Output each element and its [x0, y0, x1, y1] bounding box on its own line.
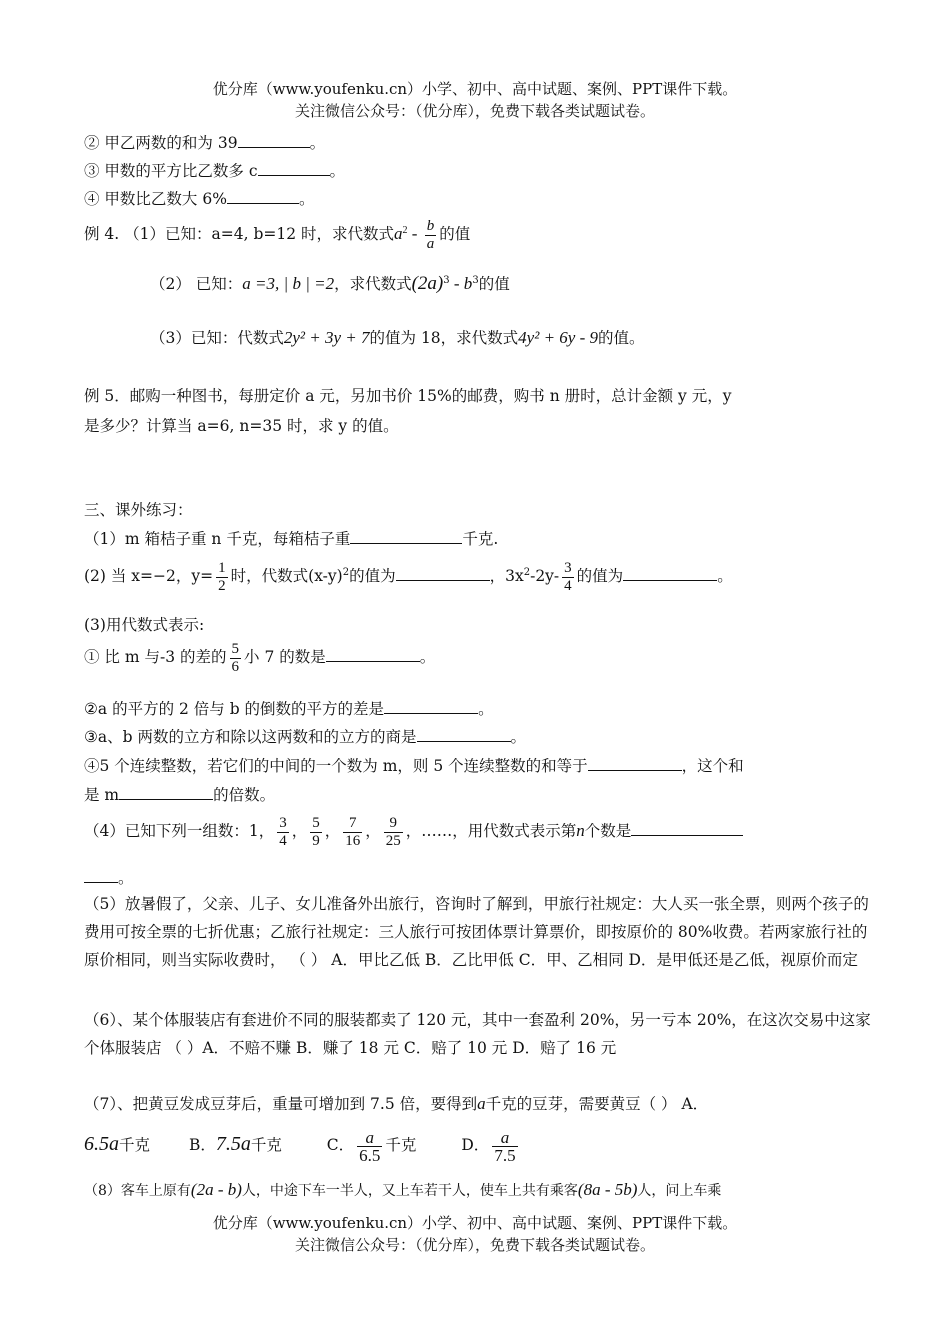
- exercise-6: （6）、某个体服装店有套进价不同的服装都卖了 120 元，其中一套盈利 20%，另一亏本 20%，在这次交易中这家个体服装店 （ ）A．不赔不赚 B．赚了 18 元 C．赔了 10 元 D．赔了 16 元: [84, 1011, 871, 1057]
- separator: ，: [324, 822, 341, 840]
- sequence-fraction: [310, 815, 322, 850]
- example-4-part-3: （3）已知：代数式2y² + 3y + 7的值为 18，求代数式4y² + 6y - 9的值。: [150, 328, 645, 347]
- fraction-denominator: 4: [279, 832, 287, 849]
- fraction-numerator: 5: [312, 814, 320, 831]
- fraction-denominator: 25: [385, 832, 401, 849]
- footer-line-2: 关注微信公众号：（优分库），免费下载各类试题试卷。: [294, 1236, 655, 1254]
- answer-blank[interactable]: [396, 565, 490, 581]
- exercise-3-item-4-line-1: ④5 个连续整数，若它们的中间的一个数为 m，则 5 个连续整数的和等于 ，这个和: [84, 757, 744, 775]
- answer-blank[interactable]: [417, 726, 511, 742]
- fraction-1-2: $\frac{1}{2}$: [218, 559, 226, 594]
- answer-blank[interactable]: [588, 755, 682, 771]
- exercise-3-item-3: ③a、b 两数的立方和除以这两数和的立方的商是 。: [84, 728, 527, 746]
- answer-blank[interactable]: [258, 160, 330, 176]
- exercise-3-title: (3)用代数式表示:: [84, 616, 205, 634]
- exercise-1: （1）m 箱桔子重 n 千克，每箱桔子重 千克.: [84, 530, 499, 548]
- example-5-line-2: 是多少？计算当 a=6, n=35 时，求 y 的值。: [84, 417, 399, 435]
- fraction-denominator: 9: [312, 832, 320, 849]
- prev-item-4: ④ 甲数比乙数大 6% 。: [84, 190, 315, 208]
- option-a-value: 6.5a: [84, 1133, 119, 1155]
- fraction-numerator: 3: [279, 814, 287, 831]
- header-line-1: 优分库（www.youfenku.cn）小学、初中、高中试题、案例、PPT课件下载。: [212, 80, 738, 98]
- answer-blank[interactable]: [119, 784, 213, 800]
- option-d-fraction: $\frac{a}{7.5}$: [494, 1127, 516, 1165]
- header-line-2: 关注微信公众号：（优分库），免费下载各类试题试卷。: [294, 102, 655, 120]
- separator: ，: [291, 822, 308, 840]
- exercise-8: （8）客车上原有(2a - b)人，中途下车一半人，又上车若干人，使车上共有乘客(8a - 5b)人，问上车乘: [84, 1180, 722, 1199]
- sequence-fraction: [384, 815, 403, 850]
- answer-blank[interactable]: [350, 528, 462, 544]
- exercise-3-item-4-line-2: 是 m 的倍数。: [84, 786, 276, 804]
- fraction-numerator: 7: [349, 814, 357, 831]
- option-b-value: 7.5a: [215, 1133, 251, 1155]
- section-3-title: 三、课外练习：: [84, 501, 193, 519]
- answer-blank[interactable]: [384, 698, 478, 714]
- separator: ，: [365, 822, 381, 840]
- sequence-fractions: [274, 814, 406, 849]
- fraction-numerator: 9: [389, 814, 398, 831]
- exercise-2: (2) 当 x=−2，y= $\frac{1}{2}$ 时，代数式$(x-y)^2$的值为 ，$3x^2-2y-$ $\frac{3}{4}$ 的值为 。: [84, 559, 733, 594]
- answer-blank[interactable]: [623, 565, 717, 581]
- exercise-3-item-1: ① 比 m 与-3 的差的 $\frac{5}{6}$ 小 7 的数是 。: [84, 640, 436, 675]
- answer-blank[interactable]: [326, 646, 420, 662]
- exercise-7-line-1: （7）、把黄豆发成豆芽后，重量可增加到 7.5 倍，要得到a千克的豆芽，需要黄豆（ ） A．: [84, 1094, 709, 1113]
- answer-blank[interactable]: [238, 132, 310, 148]
- example-4-part-1: 例 4. （1）已知：a=4, b=12 时，求代数式$a^2$ - $\frac{b}{a}$ 的值: [84, 217, 471, 252]
- footer-line-1: 优分库（www.youfenku.cn）小学、初中、高中试题、案例、PPT课件下载。: [212, 1214, 738, 1232]
- example-4-part-2: （2） 已知：a =3, | b | =2，求代数式$(2a)^3 - b^3$的值: [150, 273, 510, 294]
- sequence-fraction: [343, 815, 362, 850]
- prev-item-3: ③ 甲数的平方比乙数多 c 。: [84, 162, 346, 180]
- exercise-3-item-2: ②a 的平方的 2 倍与 b 的倒数的平方的差是 。: [84, 700, 494, 718]
- answer-blank[interactable]: [631, 820, 743, 836]
- sequence-fraction: [277, 815, 289, 850]
- answer-blank[interactable]: [227, 188, 299, 204]
- fraction-denominator: 16: [345, 832, 361, 849]
- fraction-b-over-a: $\frac{b}{a}$: [426, 217, 435, 252]
- exercise-5: （5）放暑假了，父亲、儿子、女儿准备外出旅行，咨询时了解到，甲旅行社规定：大人买一张全票，则两个孩子的费用可按全票的七折优惠；乙旅行社规定：三人旅行可按团体票计算票价，即按原价的 80%收费。若两家旅行社的原价相同，则当实际收费时， （ ） A．甲比乙低 B．乙比甲低 C．甲、乙相同 D．是甲低还是乙低，视原价而定: [84, 895, 869, 969]
- fraction-5-6: $\frac{5}{6}$: [231, 640, 240, 675]
- exercise-4: （4）已知下列一组数：1， $\frac{3}{4}$ ， $\frac{5}{9}$ ， $\frac{7}{16}$ ， $\frac{9}{25}$ ，……，用代数式表示第n个数是: [84, 813, 743, 850]
- answer-blank[interactable]: [84, 867, 118, 883]
- option-c-fraction: $\frac{a}{6.5}$: [359, 1127, 381, 1165]
- prev-item-2: ② 甲乙两数的和为 39 。: [84, 134, 326, 152]
- exercise-7-options: 6.5a千克 B．7.5a千克 C． $\frac{a}{6.5}$ 千克 D． $\frac{a}{7.5}$: [84, 1127, 516, 1165]
- example-5-line-1: 例 5．邮购一种图书，每册定价 a 元，另加书价 15%的邮费，购书 n 册时，总计金额 y 元，y: [84, 387, 732, 405]
- exercise-4-continued: 。: [84, 866, 134, 888]
- fraction-3-4: $\frac{3}{4}$: [564, 559, 572, 594]
